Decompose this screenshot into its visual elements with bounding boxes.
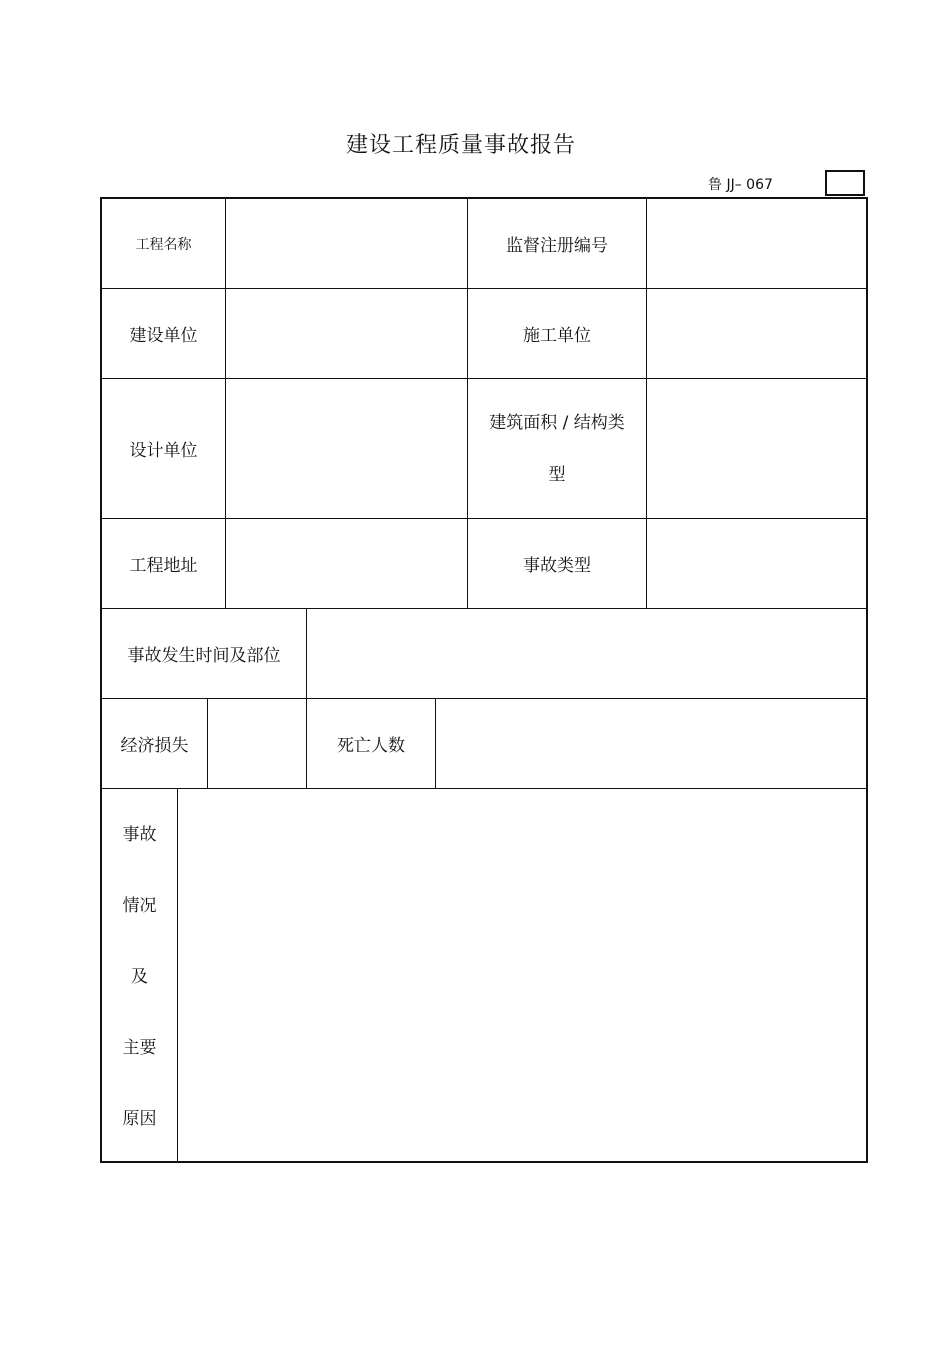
label-supervision-reg-no: 监督注册编号 (506, 236, 608, 256)
label-project-address: 工程地址 (129, 556, 198, 576)
label-area-structure-line2: 型 (548, 464, 566, 485)
economic-loss-field[interactable] (208, 699, 306, 788)
label-accident-details (102, 791, 177, 1163)
label-accident-details-line: 及 (131, 966, 148, 987)
project-address-field[interactable] (226, 519, 467, 608)
construction-unit-field[interactable] (226, 289, 467, 378)
deaths-field[interactable] (436, 699, 866, 788)
report-form (100, 197, 868, 1163)
design-unit-field[interactable] (226, 379, 467, 518)
builder-unit-field[interactable] (647, 289, 866, 378)
label-accident-type: 事故类型 (523, 556, 591, 576)
label-accident-time-location: 事故发生时间及部位 (127, 646, 281, 666)
accident-time-location-field[interactable] (307, 609, 866, 698)
accident-type-field[interactable] (647, 519, 866, 608)
form-code: 鲁 JJ– 067 (708, 177, 773, 193)
label-area-structure-line1: 建筑面积 / 结构类 (489, 412, 625, 433)
label-builder-unit: 施工单位 (523, 326, 591, 346)
project-name-field[interactable] (226, 199, 467, 288)
label-accident-details-line: 主要 (122, 1037, 157, 1058)
page-title: 建设工程质量事故报告 (345, 133, 576, 158)
label-accident-details-line: 事故 (122, 824, 157, 845)
supervision-reg-no-field[interactable] (647, 199, 866, 288)
label-economic-loss: 经济损失 (120, 736, 189, 756)
area-structure-field[interactable] (647, 379, 866, 518)
accident-details-field[interactable] (178, 789, 866, 1161)
label-accident-details-line: 原因 (122, 1108, 157, 1129)
label-area-structure (468, 379, 646, 518)
label-deaths: 死亡人数 (337, 736, 405, 756)
label-design-unit: 设计单位 (129, 441, 198, 461)
label-construction-unit: 建设单位 (129, 326, 198, 346)
label-project-name: 工程名称 (135, 236, 192, 253)
form-code-box[interactable] (825, 170, 865, 196)
label-accident-details-line: 情况 (122, 895, 157, 916)
